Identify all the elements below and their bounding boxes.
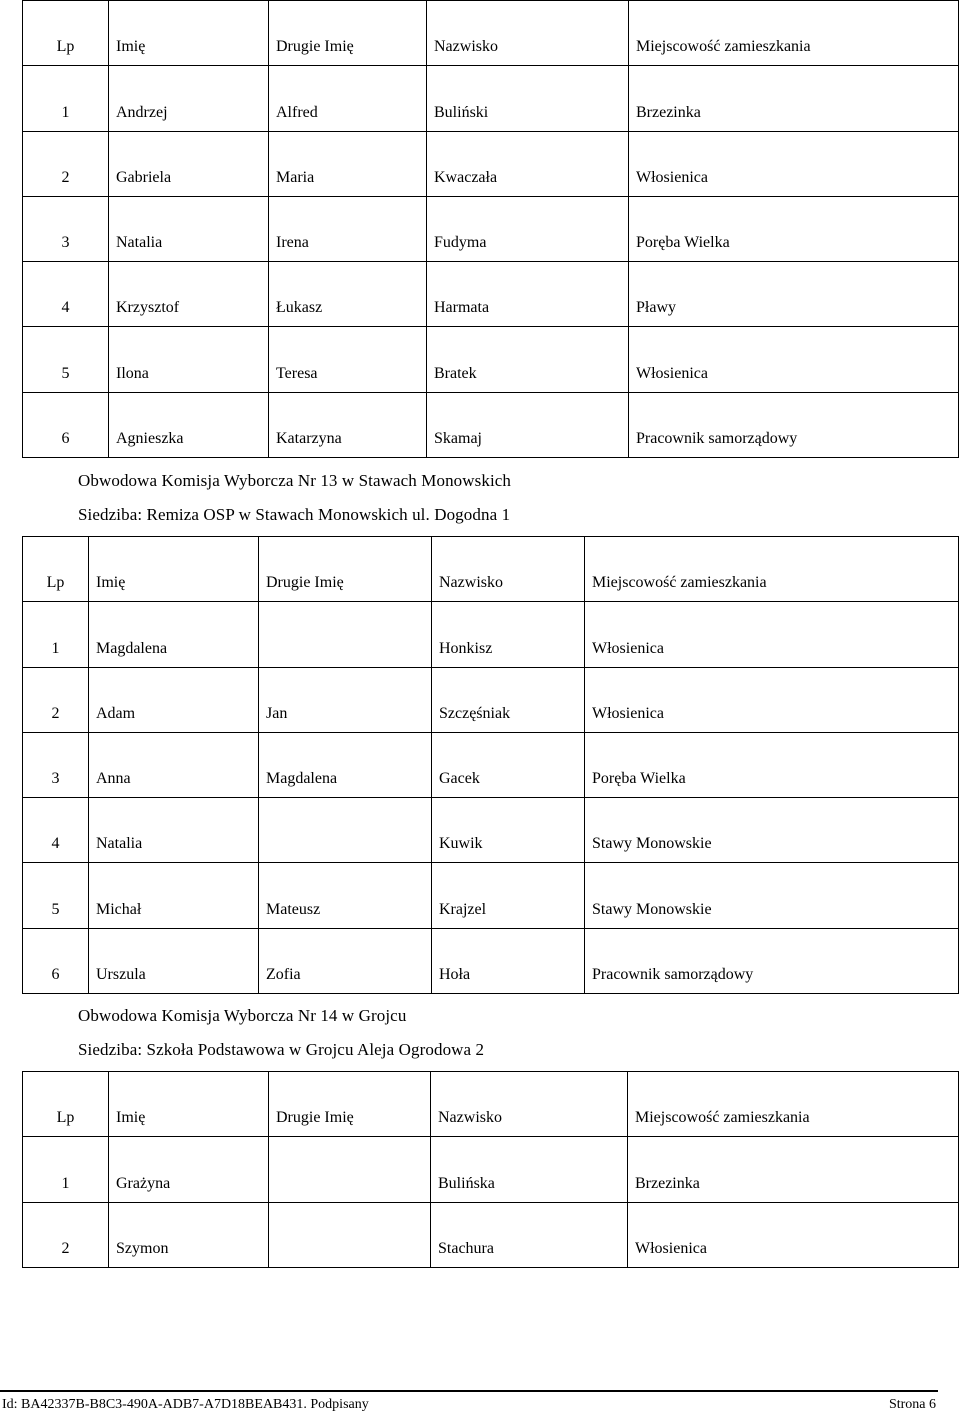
commission-13-title: Obwodowa Komisja Wyborcza Nr 13 w Stawach Monowskich (78, 471, 512, 490)
table-row (23, 66, 959, 131)
table-cell (427, 392, 629, 457)
table-cell (629, 327, 959, 392)
header-cell (23, 1, 109, 66)
table-row (23, 131, 959, 196)
table-2-body (23, 537, 959, 994)
header-cell (269, 1, 427, 66)
table-cell (269, 196, 427, 261)
table-cell (23, 66, 109, 131)
header-cell (23, 537, 89, 602)
table-cell (629, 66, 959, 131)
table-cell (432, 667, 585, 732)
members-table-3 (22, 1071, 959, 1268)
cell-value: Natalia (96, 835, 143, 853)
cell-value: Andrzej (116, 103, 168, 121)
cell-value: Pławy (636, 299, 676, 317)
cell-value: Szczęśniak (439, 704, 511, 722)
cell-value: 5 (61, 364, 70, 382)
header-label: Drugie Imię (276, 1109, 354, 1127)
header-cell (269, 1072, 431, 1137)
table-cell (269, 1202, 431, 1267)
header-label: Imię (116, 1109, 146, 1127)
cell-value: Brzezinka (636, 103, 701, 121)
cell-value: Skamaj (434, 430, 482, 448)
cell-value: Urszula (96, 966, 146, 984)
table-cell (585, 667, 959, 732)
commission-14-title: Obwodowa Komisja Wyborcza Nr 14 w Grojcu (78, 1006, 407, 1025)
table-cell (432, 602, 585, 667)
header-label: Lp (56, 1109, 75, 1127)
header-cell (89, 537, 259, 602)
cell-value: Włosienica (636, 168, 708, 186)
table-cell (23, 1202, 109, 1267)
table-header-row (23, 537, 959, 602)
table-cell (259, 928, 432, 993)
cell-value: 3 (51, 770, 60, 788)
header-label: Nazwisko (438, 1109, 502, 1127)
cell-value: Stawy Monowskie (592, 835, 712, 853)
table-row (23, 602, 959, 667)
cell-value: Hoła (439, 966, 471, 984)
cell-value: 4 (61, 299, 70, 317)
cell-value: Fudyma (434, 234, 487, 252)
table-cell (109, 392, 269, 457)
table-row (23, 928, 959, 993)
document-id: Id: BA42337B-B8C3-490A-ADB7-A7D18BEAB431. Podpisany (2, 1397, 369, 1412)
header-label: Nazwisko (434, 38, 498, 56)
table-cell (23, 863, 89, 928)
table-cell (427, 131, 629, 196)
cell-value: Bratek (434, 364, 477, 382)
table-cell (585, 798, 959, 863)
cell-value: 4 (51, 835, 60, 853)
table-cell (23, 327, 109, 392)
footer-divider (0, 1390, 938, 1392)
cell-value: 2 (51, 704, 60, 722)
header-cell (431, 1072, 628, 1137)
table-row (23, 667, 959, 732)
table-cell (269, 1137, 431, 1202)
cell-value (269, 1258, 430, 1267)
table-cell (23, 262, 109, 327)
header-label: Imię (116, 38, 146, 56)
header-cell (585, 537, 959, 602)
table-cell (431, 1137, 628, 1202)
cell-value: Grażyna (116, 1174, 171, 1192)
table-cell (259, 667, 432, 732)
table-cell (269, 327, 427, 392)
commission-14-seat: Siedziba: Szkoła Podstawowa w Grojcu Aleja Ogrodowa 2 (78, 1040, 485, 1059)
header-cell (432, 537, 585, 602)
header-label: Lp (56, 38, 75, 56)
cell-value: Pracownik samorządowy (592, 966, 754, 984)
table-cell (427, 196, 629, 261)
cell-value: Michał (96, 900, 142, 918)
table-cell (23, 602, 89, 667)
table-cell (23, 392, 109, 457)
cell-value (269, 1193, 430, 1202)
table-row (23, 392, 959, 457)
table-cell (269, 131, 427, 196)
members-table-2 (22, 536, 959, 994)
table-cell (89, 732, 259, 797)
cell-value: Gacek (439, 770, 480, 788)
table-cell (89, 667, 259, 732)
table-row (23, 1137, 959, 1202)
cell-value: Katarzyna (276, 430, 342, 448)
header-label: Miejscowość zamieszkania (635, 1109, 810, 1127)
cell-value: Mateusz (266, 900, 321, 918)
header-label: Drugie Imię (266, 574, 344, 592)
cell-value: 2 (61, 1239, 70, 1257)
header-cell (259, 537, 432, 602)
members-table-1 (22, 0, 959, 458)
cell-value: Krzysztof (116, 299, 180, 317)
table-row (23, 327, 959, 392)
table-cell (432, 863, 585, 928)
table-cell (269, 392, 427, 457)
table-cell (109, 66, 269, 131)
table-row (23, 1202, 959, 1267)
table-1-body (23, 1, 959, 458)
header-label: Miejscowość zamieszkania (636, 38, 811, 56)
table-row (23, 863, 959, 928)
table-cell (629, 262, 959, 327)
cell-value: Agnieszka (116, 430, 184, 448)
cell-value: Adam (96, 704, 136, 722)
cell-value: Poręba Wielka (592, 770, 686, 788)
cell-value: Kwaczała (434, 168, 498, 186)
cell-value: Łukasz (276, 299, 323, 317)
cell-value: Włosienica (635, 1239, 707, 1257)
cell-value: Włosienica (592, 639, 664, 657)
cell-value: Krajzel (439, 900, 487, 918)
cell-value (259, 853, 431, 862)
cell-value: Buliński (434, 103, 489, 121)
table-cell (109, 1202, 269, 1267)
table-cell (432, 928, 585, 993)
cell-value: Stachura (438, 1239, 494, 1257)
table-cell (109, 1137, 269, 1202)
cell-value (259, 658, 431, 667)
header-label: Drugie Imię (276, 38, 354, 56)
cell-value: Zofia (266, 966, 301, 984)
table-cell (89, 602, 259, 667)
cell-value: Brzezinka (635, 1174, 700, 1192)
table-cell (585, 732, 959, 797)
table-cell (259, 798, 432, 863)
cell-value: Natalia (116, 234, 163, 252)
cell-value: Kuwik (439, 835, 483, 853)
table-cell (109, 196, 269, 261)
table-cell (259, 732, 432, 797)
header-label: Lp (46, 574, 65, 592)
header-cell (427, 1, 629, 66)
table-cell (628, 1137, 959, 1202)
table-3-body (23, 1072, 959, 1268)
cell-value: Gabriela (116, 168, 172, 186)
table-cell (629, 131, 959, 196)
cell-value: Pracownik samorządowy (636, 430, 798, 448)
header-cell (109, 1, 269, 66)
cell-value: 3 (61, 234, 70, 252)
table-cell (629, 196, 959, 261)
cell-value: Ilona (116, 364, 149, 382)
table-cell (432, 798, 585, 863)
cell-value: 1 (51, 639, 60, 657)
page-number: Strona 6 (888, 1397, 936, 1412)
cell-value: Alfred (276, 103, 318, 121)
cell-value: Anna (96, 770, 131, 788)
table-cell (23, 667, 89, 732)
table-cell (109, 327, 269, 392)
cell-value: 2 (61, 168, 70, 186)
table-cell (585, 928, 959, 993)
header-label: Imię (96, 574, 126, 592)
table-cell (23, 131, 109, 196)
cell-value: Bulińska (438, 1174, 495, 1192)
table-cell (427, 66, 629, 131)
table-cell (23, 196, 109, 261)
table-cell (23, 732, 89, 797)
table-cell (259, 602, 432, 667)
header-label: Miejscowość zamieszkania (592, 574, 767, 592)
cell-value: Poręba Wielka (636, 234, 730, 252)
cell-value: Włosienica (592, 704, 664, 722)
cell-value: Magdalena (266, 770, 338, 788)
table-cell (427, 262, 629, 327)
cell-value: 1 (61, 1174, 70, 1192)
table-cell (23, 798, 89, 863)
table-cell (89, 863, 259, 928)
table-cell (23, 1137, 109, 1202)
cell-value: Włosienica (636, 364, 708, 382)
table-cell (109, 131, 269, 196)
cell-value: Honkisz (439, 639, 493, 657)
table-row (23, 196, 959, 261)
cell-value: Szymon (116, 1239, 169, 1257)
header-cell (629, 1, 959, 66)
header-cell (23, 1072, 109, 1137)
cell-value: Teresa (276, 364, 318, 382)
header-cell (628, 1072, 959, 1137)
cell-value: Irena (276, 234, 309, 252)
table-cell (89, 798, 259, 863)
cell-value: 5 (51, 900, 60, 918)
header-cell (109, 1072, 269, 1137)
table-cell (23, 928, 89, 993)
table-cell (427, 327, 629, 392)
header-label: Nazwisko (439, 574, 503, 592)
table-cell (259, 863, 432, 928)
table-cell (432, 732, 585, 797)
table-header-row (23, 1072, 959, 1137)
cell-value: Harmata (434, 299, 490, 317)
cell-value: 6 (61, 430, 70, 448)
cell-value: Magdalena (96, 639, 168, 657)
table-header-row (23, 1, 959, 66)
table-cell (628, 1202, 959, 1267)
table-cell (585, 602, 959, 667)
table-row (23, 732, 959, 797)
cell-value: 1 (61, 103, 70, 121)
cell-value: Maria (276, 168, 315, 186)
table-cell (269, 262, 427, 327)
table-cell (629, 392, 959, 457)
table-cell (109, 262, 269, 327)
cell-value: Jan (266, 704, 288, 722)
table-cell (269, 66, 427, 131)
table-cell (585, 863, 959, 928)
table-row (23, 262, 959, 327)
table-cell (89, 928, 259, 993)
cell-value: Stawy Monowskie (592, 900, 712, 918)
table-cell (431, 1202, 628, 1267)
cell-value: 6 (51, 966, 60, 984)
commission-13-seat: Siedziba: Remiza OSP w Stawach Monowskich ul. Dogodna 1 (78, 505, 511, 524)
table-row (23, 798, 959, 863)
